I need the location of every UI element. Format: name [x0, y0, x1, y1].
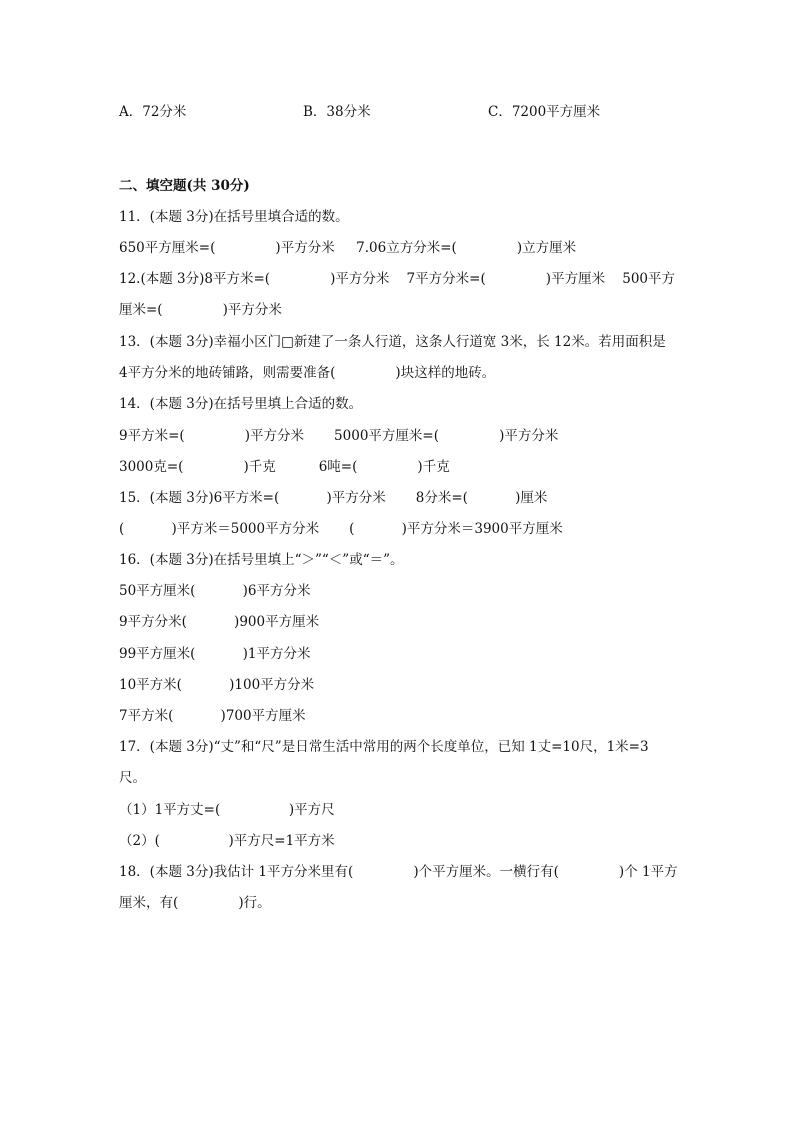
q17-sub-1: （1）1平方丈=( )平方尺 — [119, 802, 335, 818]
q17-line-2: 尺。 — [119, 770, 146, 786]
q16-item-1: 50平方厘米( )6平方分米 — [119, 583, 311, 599]
q18-line-2: 厘米，有( )行。 — [119, 895, 271, 911]
q14-line-2: 3000克=( )千克 6吨=( )千克 — [119, 459, 450, 475]
q16-item-3: 99平方厘米( )1平方分米 — [119, 646, 311, 662]
q11-prompt: 11．(本题 3分)在括号里填合适的数。 — [119, 209, 349, 225]
q17-line-1: 17．(本题 3分)“丈”和“尺”是日常生活中常用的两个长度单位，已知 1丈=10尺，1米=3 — [119, 739, 649, 755]
q15-line-1: 15．(本题 3分)6平方米=( )平方分米 8分米=( )厘米 — [119, 490, 548, 506]
option-c: C．7200平方厘米 — [488, 104, 601, 120]
q13-line-1: 13．(本题 3分)幸福小区门□新建了一条人行道，这条人行道宽 3米，长 12米。若用面积是 — [119, 334, 666, 350]
q13-line-2: 4平方分米的地砖铺路，则需要准备( )块这样的地砖。 — [119, 365, 496, 381]
section-heading: 二、填空题(共 30分) — [119, 178, 250, 194]
q16-item-5: 7平方米( )700平方厘米 — [119, 708, 306, 724]
q15-line-2: ( )平方米＝5000平方分米 ( )平方分米＝3900平方厘米 — [119, 521, 563, 537]
q14-prompt: 14．(本题 3分)在括号里填上合适的数。 — [119, 396, 363, 412]
q16-item-4: 10平方米( )100平方分米 — [119, 677, 315, 693]
q16-item-2: 9平方分米( )900平方厘米 — [119, 614, 320, 630]
q14-line-1: 9平方米=( )平方分米 5000平方厘米=( )平方分米 — [119, 428, 559, 444]
option-a: A．72分米 — [119, 104, 187, 120]
q18-line-1: 18．(本题 3分)我估计 1平方分米里有( )个平方厘米。一横行有( )个 1平方 — [119, 864, 678, 880]
q11-blanks: 650平方厘米=( )平方分米 7.06立方分米=( )立方厘米 — [119, 240, 577, 256]
q12-line-1: 12.(本题 3分)8平方米=( )平方分米 7平方分米=( )平方厘米 500平方 — [119, 271, 676, 287]
q16-prompt: 16．(本题 3分)在括号里填上“＞”“＜”或“＝”。 — [119, 552, 404, 568]
q12-line-2: 厘米=( )平方分米 — [119, 302, 282, 318]
q17-sub-2: （2）( )平方尺=1平方米 — [119, 833, 335, 849]
option-b: B．38分米 — [303, 104, 371, 120]
